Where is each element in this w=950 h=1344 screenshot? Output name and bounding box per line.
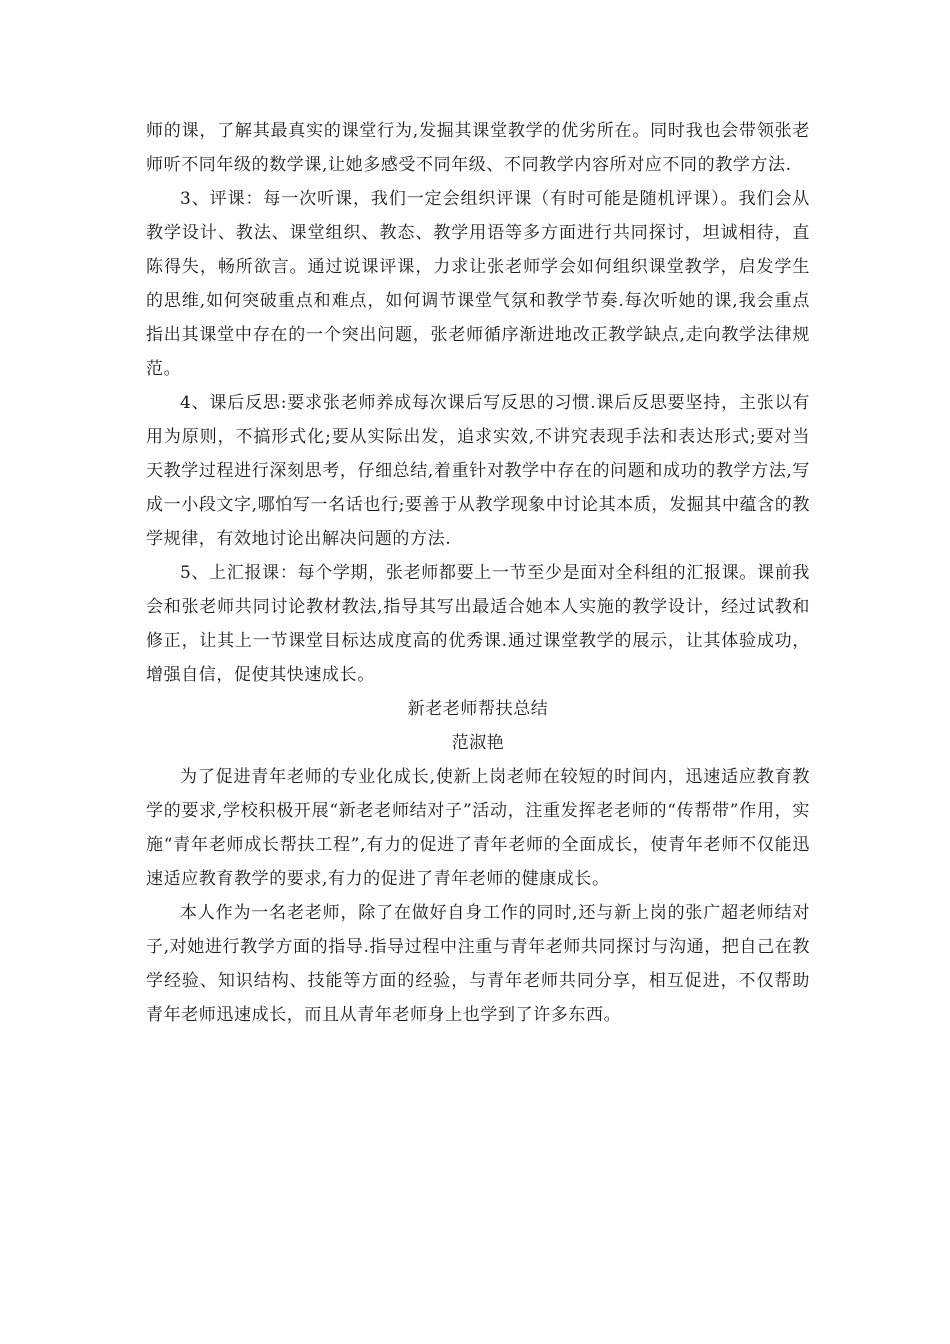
- section-title: 新老老师帮扶总结: [407, 699, 549, 719]
- author-name: 范淑艳: [451, 733, 505, 753]
- paragraph-report-class: 5、上汇报课：每个学期，张老师都要上一节至少是面对全科组的汇报课。课前我会和张老师共同讨论教材教法,指导其写出最适合她本人实施的教学设计，经过试教和修正，让其上一节课堂目标达成度高的优秀课.通过课堂教学的展示，让其体验成功，增强自信，促使其快速成长。: [146, 563, 810, 685]
- paragraph-evaluation: 3、评课：每一次听课，我们一定会组织评课（有时可能是随机评课）。我们会从教学设计、教法、课堂组织、教态、教学用语等多方面进行共同探讨，坦诚相待，直陈得失，畅所欲言。通过说课评课，力求让张老师学会如何组织课堂教学，启发学生的思维,如何突破重点和难点，如何调节课堂气氛和教学节奏.每次听她的课,我会重点指出其课堂中存在的一个突出问题，张老师循序渐进地改正教学缺点,走向教学法律规范。: [146, 189, 810, 379]
- paragraph-reflection: 4、课后反思:要求张老师养成每次课后写反思的习惯.课后反思要坚持，主张以有用为原则，不搞形式化;要从实际出发，追求实效,不讲究表现手法和表达形式;要对当天教学过程进行深刻思考，仔细总结,着重针对教学中存在的问题和成功的教学方法,写成一小段文字,哪怕写一名话也行;要善于从教学现象中讨论其本质，发掘其中蕴含的教学规律，有效地讨论出解决问题的方法.: [146, 393, 810, 549]
- paragraph-continuation: 师的课，了解其最真实的课堂行为,发掘其课堂教学的优劣所在。同时我也会带领张老师听不同年级的数学课,让她多感受不同年级、不同教学内容所对应不同的教学方法.: [146, 121, 810, 175]
- paragraph-intro: 为了促进青年老师的专业化成长,使新上岗老师在较短的时间内，迅速适应教育教学的要求,学校积极开展“新老老师结对子”活动，注重发挥老老师的“传帮带”作用，实施“青年老师成长帮扶工程”,有力的促进了青年老师的全面成长，使青年老师不仅能迅速适应教育教学的要求,有力的促进了青年老师的健康成长。: [146, 767, 810, 889]
- document-body: [146, 114, 810, 1032]
- paragraph-personal: 本人作为一名老老师，除了在做好自身工作的同时,还与新上岗的张广超老师结对子,对她进行教学方面的指导.指导过程中注重与青年老师共同探讨与沟通，把自己在教学经验、知识结构、技能等方面的经验，与青年老师共同分享，相互促进，不仅帮助青年老师迅速成长，而且从青年老师身上也学到了许多东西。: [146, 903, 810, 1025]
